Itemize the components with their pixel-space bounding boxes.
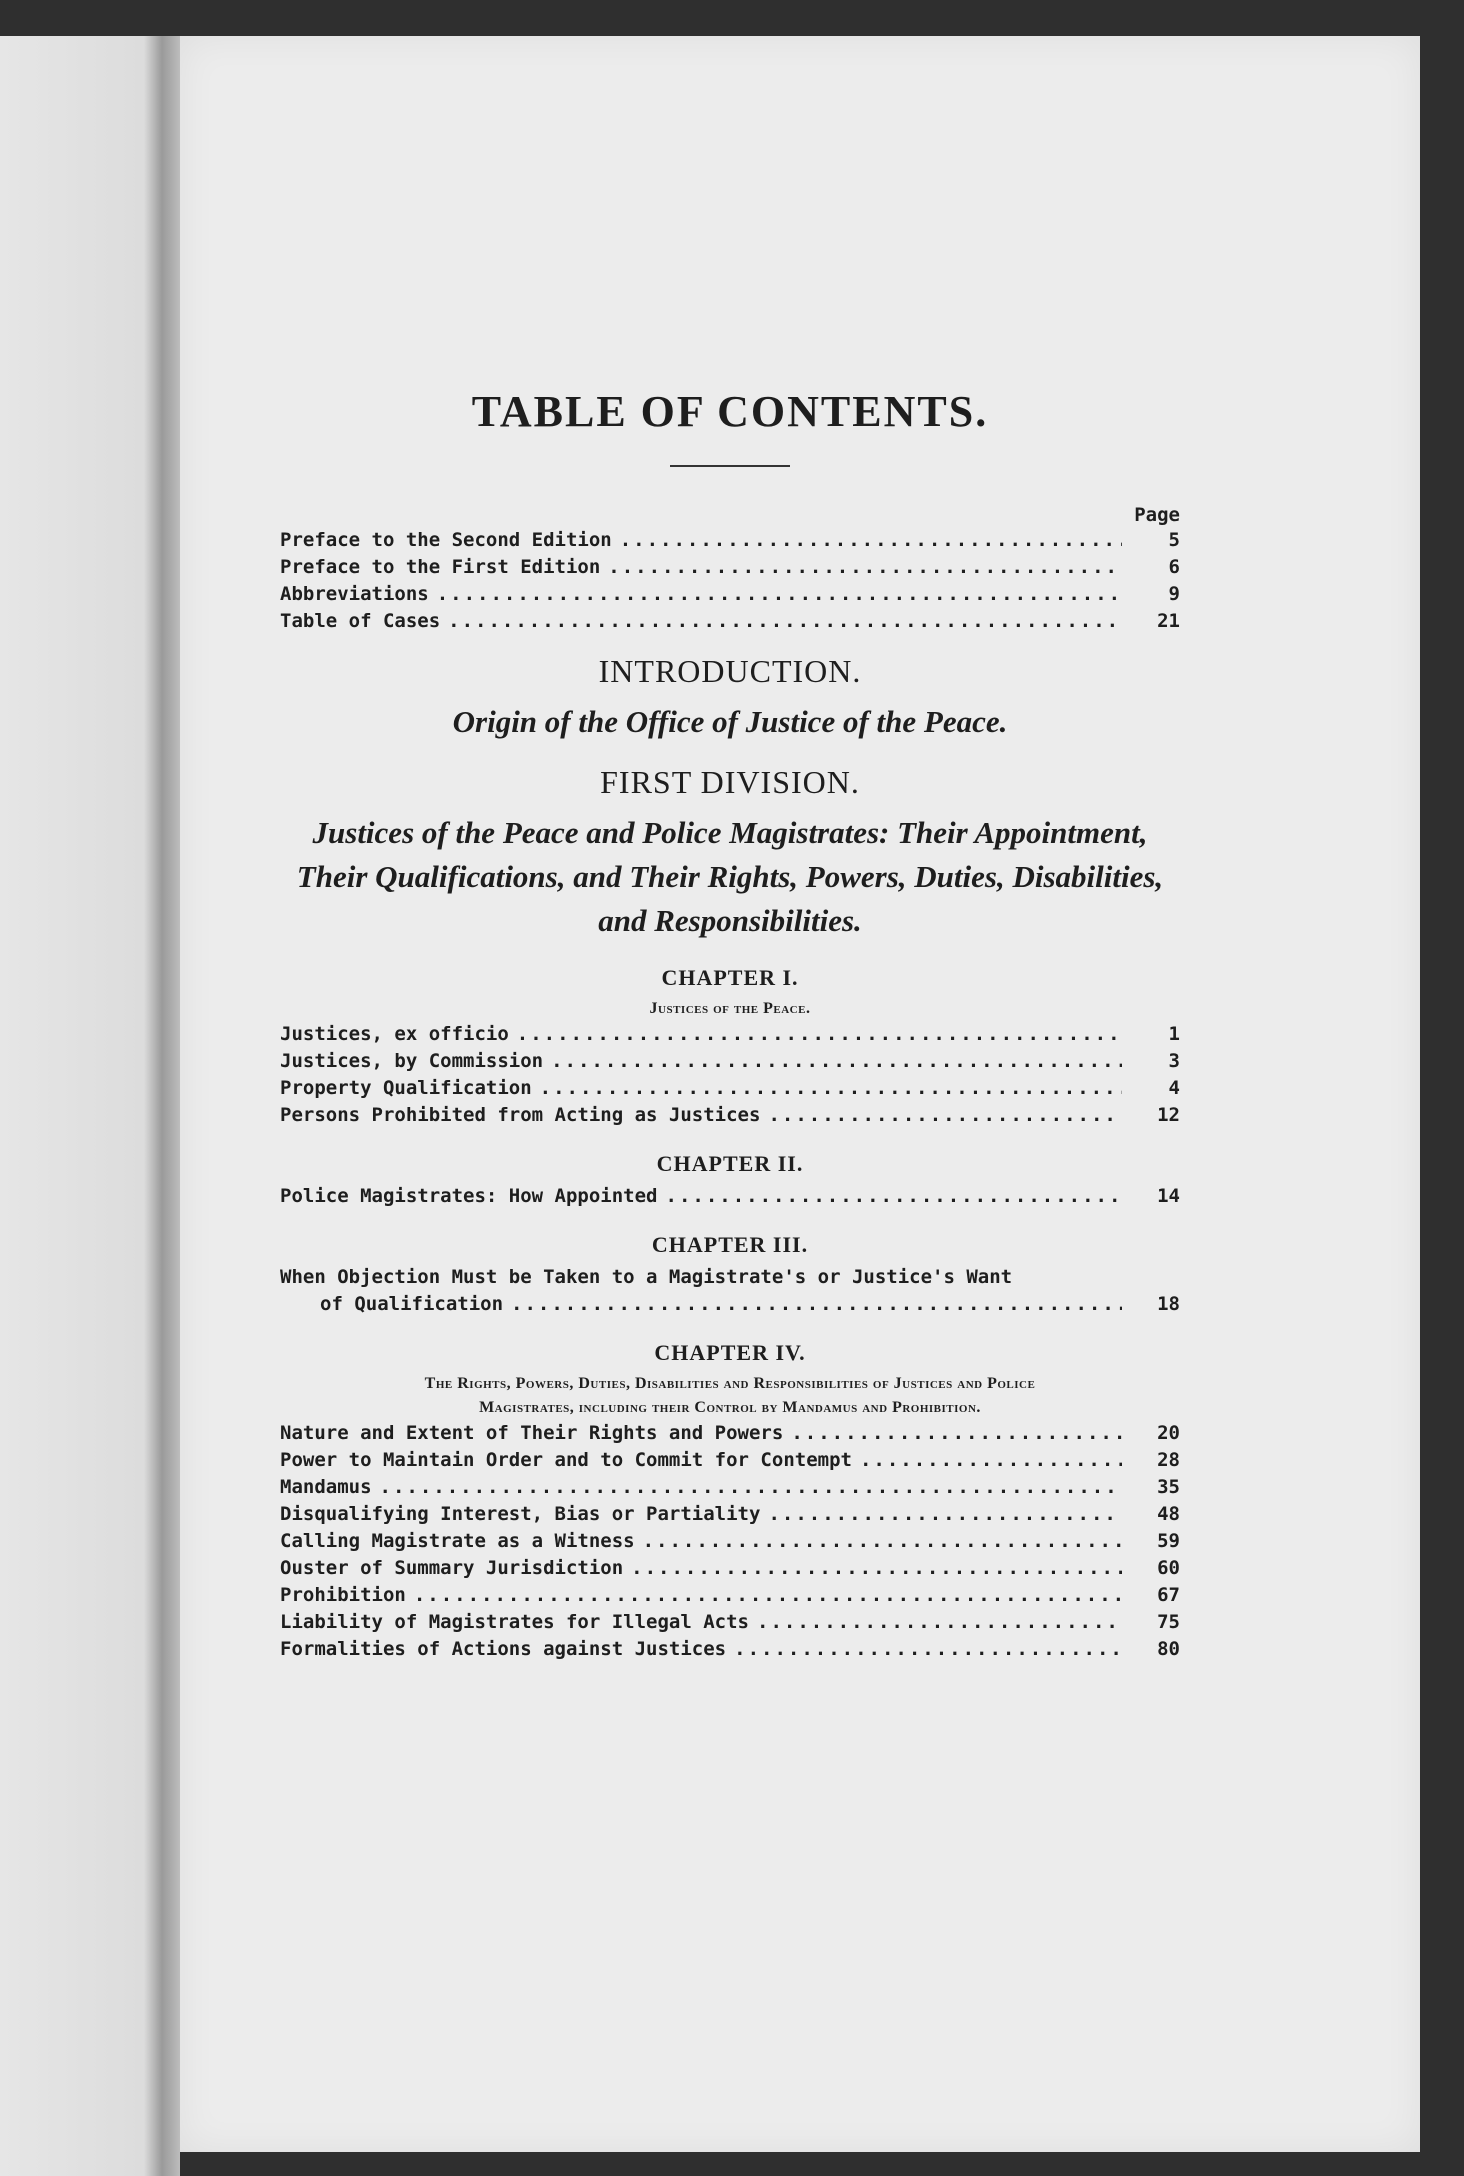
toc-row[interactable]: [280, 1474, 1180, 1501]
chapter-list: [280, 1183, 1180, 1210]
toc-row[interactable]: [280, 1582, 1180, 1609]
toc-label: Preface to the First Edition: [280, 556, 601, 578]
leader-dots: [734, 1636, 1122, 1663]
toc-page: 80: [1157, 1638, 1180, 1660]
leader-dots: [643, 1528, 1122, 1555]
toc-page: 1: [1168, 1023, 1180, 1045]
leader-dots: [768, 1501, 1122, 1528]
front-matter-list: [280, 527, 1180, 635]
division-heading: FIRST DIVISION.: [600, 764, 860, 800]
toc-label: Abbreviations: [280, 583, 429, 605]
toc-label: Property Qualification: [280, 1077, 532, 1099]
leader-dots: [551, 1048, 1122, 1075]
leader-dots: [437, 581, 1122, 608]
page-column-header: Page: [1134, 504, 1180, 526]
toc-row[interactable]: [280, 1609, 1180, 1636]
book-page: [180, 36, 1420, 2152]
chapter-heading: CHAPTER I.: [661, 965, 799, 990]
chapter-subtitle: Justices of the Peace.: [649, 1000, 811, 1017]
toc-row[interactable]: [280, 581, 1180, 608]
toc-row[interactable]: [280, 608, 1180, 635]
toc-label: Calling Magistrate as a Witness: [280, 1530, 635, 1552]
toc-page: 3: [1168, 1050, 1180, 1072]
toc-page: 48: [1157, 1503, 1180, 1525]
toc-row[interactable]: [280, 554, 1180, 581]
leader-dots: [540, 1075, 1122, 1102]
page-title: TABLE OF CONTENTS.: [471, 387, 989, 436]
toc-row[interactable]: [280, 1420, 1180, 1447]
toc-row[interactable]: [280, 1021, 1180, 1048]
leader-dots: [608, 554, 1122, 581]
table-of-contents: [280, 386, 1180, 1669]
toc-label: Liability of Magistrates for Illegal Acts: [280, 1611, 749, 1633]
leader-dots: [511, 1291, 1122, 1318]
book-spine-edge: [0, 36, 180, 2176]
toc-label: Ouster of Summary Jurisdiction: [280, 1557, 624, 1579]
toc-page: 21: [1157, 610, 1180, 632]
toc-page: 18: [1157, 1293, 1180, 1315]
toc-page: 75: [1157, 1611, 1180, 1633]
toc-page: 9: [1168, 583, 1180, 605]
toc-row[interactable]: [280, 1636, 1180, 1663]
toc-row[interactable]: [280, 1048, 1180, 1075]
toc-page: 14: [1157, 1185, 1180, 1207]
toc-page: 5: [1168, 529, 1180, 551]
leader-dots: [380, 1474, 1122, 1501]
leader-dots: [620, 527, 1122, 554]
toc-label: of Qualification: [320, 1293, 504, 1315]
chapter-list: [280, 1264, 1180, 1318]
toc-row[interactable]: [280, 1528, 1180, 1555]
toc-label: Prohibition: [280, 1584, 406, 1606]
toc-label: Mandamus: [280, 1476, 372, 1498]
toc-row[interactable]: [280, 1555, 1180, 1582]
leader-dots: [666, 1183, 1123, 1210]
title-divider: [670, 465, 790, 467]
toc-label: Table of Cases: [280, 610, 441, 632]
toc-label: Preface to the Second Edition: [280, 529, 612, 551]
leader-dots: [414, 1582, 1122, 1609]
leader-dots: [448, 608, 1122, 635]
toc-page: 12: [1157, 1104, 1180, 1126]
toc-row[interactable]: [280, 1501, 1180, 1528]
division-subtitle: Justices of the Peace and Police Magistrates: Their Appointment, Their Qualifications, and Their Rights, Powers, Duties, Disabilities, and Responsibilities.: [296, 815, 1164, 938]
toc-label: Persons Prohibited from Acting as Justices: [280, 1104, 761, 1126]
toc-page: 60: [1157, 1557, 1180, 1579]
introduction-heading: INTRODUCTION.: [598, 653, 862, 689]
toc-row[interactable]: [280, 527, 1180, 554]
toc-label: Nature and Extent of Their Rights and Powers: [280, 1422, 784, 1444]
chapter-list: [280, 1420, 1180, 1663]
leader-dots: [517, 1021, 1122, 1048]
leader-dots: [791, 1420, 1122, 1447]
toc-label: Police Magistrates: How Appointed: [280, 1185, 658, 1207]
chapter-heading: CHAPTER II.: [656, 1151, 804, 1176]
toc-label: Justices, ex officio: [280, 1023, 509, 1045]
toc-row[interactable]: [280, 1102, 1180, 1129]
chapter-heading: CHAPTER III.: [651, 1232, 809, 1257]
toc-row[interactable]: [280, 1075, 1180, 1102]
toc-row[interactable]: [280, 1447, 1180, 1474]
leader-dots: [757, 1609, 1122, 1636]
toc-row[interactable]: [280, 1183, 1180, 1210]
introduction-subtitle: Origin of the Office of Justice of the Peace.: [452, 704, 1008, 739]
toc-row[interactable]: [280, 1291, 1180, 1318]
toc-page: 20: [1157, 1422, 1180, 1444]
toc-page: 4: [1168, 1077, 1180, 1099]
toc-page: 6: [1168, 556, 1180, 578]
toc-page: 67: [1157, 1584, 1180, 1606]
chapter-list: [280, 1021, 1180, 1129]
toc-label: Formalities of Actions against Justices: [280, 1638, 727, 1660]
leader-dots: [860, 1447, 1122, 1474]
chapter-subtitle: The Rights, Powers, Duties, Disabilities and Responsibilities of Justices and Police Magistrates, including their Control by Mandamus and Prohibition.: [424, 1375, 1036, 1416]
toc-label: Justices, by Commission: [280, 1050, 544, 1072]
toc-label: Disqualifying Interest, Bias or Partiality: [280, 1503, 761, 1525]
toc-label: When Objection Must be Taken to a Magistrate's or Justice's Want: [280, 1266, 1013, 1288]
toc-page: 35: [1157, 1476, 1180, 1498]
toc-page: 28: [1157, 1449, 1180, 1471]
toc-label: Power to Maintain Order and to Commit for Contempt: [280, 1449, 852, 1471]
chapter-heading: CHAPTER IV.: [654, 1340, 806, 1365]
toc-row[interactable]: [280, 1264, 1180, 1291]
leader-dots: [768, 1102, 1122, 1129]
leader-dots: [631, 1555, 1122, 1582]
toc-page: 59: [1157, 1530, 1180, 1552]
